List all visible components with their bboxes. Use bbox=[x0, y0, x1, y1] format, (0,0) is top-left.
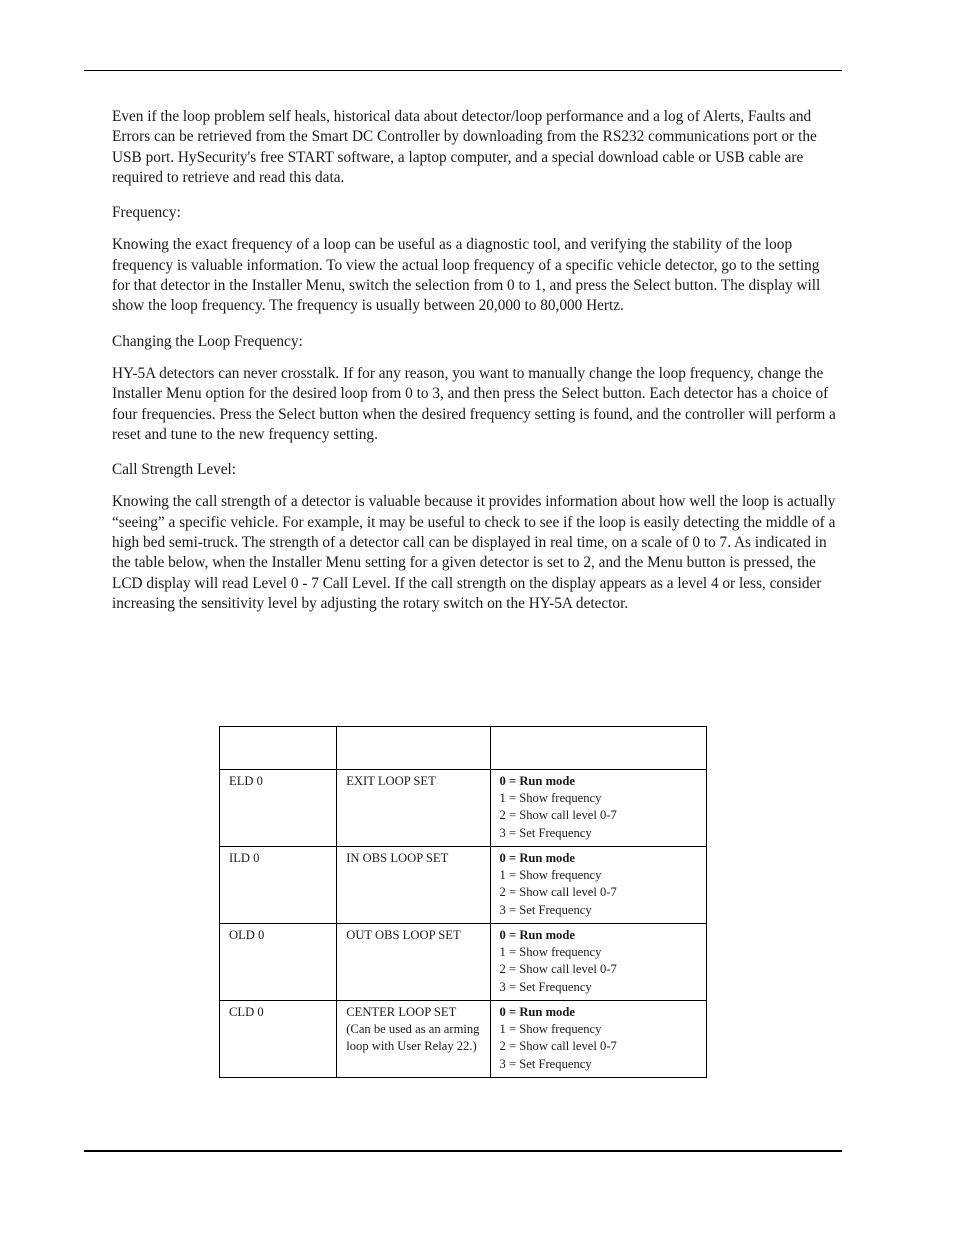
header-cell bbox=[490, 727, 706, 770]
detector-code: CLD 0 bbox=[220, 1001, 337, 1078]
changing-frequency-heading: Changing the Loop Frequency: bbox=[112, 332, 303, 350]
option-item: 3 = Set Frequency bbox=[499, 902, 592, 917]
intro-paragraph: Even if the loop problem self heals, historical data about detector/loop performance and a log of Alerts, Faults and Errors can be retrieved from the Smart DC Controller by downloading from the RS232 communications port or the USB port. HySecurity's free START software, a laptop computer, and a special download cable or USB cable are required to retrieve and read this data. bbox=[112, 108, 817, 186]
changing-frequency-paragraph: HY-5A detectors can never crosstalk. If for any reason, you want to manually change the loop frequency, change the Installer Menu option for the desired loop from 0 to 3, and then press the Select button. Each detector has a choice of four frequencies. Press the Select button when the desired frequency setting is found, and the controller will perform a reset and tune to the new frequency setting. bbox=[112, 364, 836, 443]
option-item: 1 = Show frequency bbox=[499, 791, 602, 806]
option-item: 3 = Set Frequency bbox=[499, 979, 592, 994]
detector-code: OLD 0 bbox=[220, 924, 337, 1001]
option-item: 1 = Show frequency bbox=[499, 1022, 602, 1037]
detector-code: ELD 0 bbox=[220, 770, 337, 847]
footer-rule bbox=[84, 1150, 842, 1152]
detector-options bbox=[490, 924, 706, 1001]
header-rule bbox=[84, 70, 842, 71]
option-item: 1 = Show frequency bbox=[499, 945, 602, 960]
option-item: 0 = Run mode bbox=[499, 928, 575, 942]
call-strength-heading: Call Strength Level: bbox=[112, 461, 237, 479]
detector-name-cell bbox=[337, 1001, 490, 1078]
detector-note: (Can be used as an arming loop with User Relay 22.) bbox=[346, 1022, 480, 1054]
detector-options bbox=[490, 770, 706, 847]
call-strength-paragraph: Knowing the call strength of a detector is valuable because it provides information about how well the loop is actually “seeing” a specific vehicle. For example, it may be useful to check to see if the loop is easily detecting the middle of a high bed semi-truck. The strength of a detector call can be displayed in real time, on a scale of 0 to 7. As indicated in the table below, when the Installer Menu setting for a given detector is set to 2, and the Menu button is pressed, the LCD display will read Level 0 - 7 Call Level. If the call strength on the display appears as a level 4 or less, consider increasing the sensitivity level by adjusting the rotary switch on the HY-5A detector. bbox=[112, 493, 836, 612]
detector-code: ILD 0 bbox=[220, 847, 337, 924]
detector-options bbox=[490, 847, 706, 924]
table-row bbox=[220, 924, 707, 1001]
frequency-heading: Frequency: bbox=[112, 204, 181, 222]
option-item: 2 = Show call level 0-7 bbox=[499, 808, 617, 823]
detector-name: OUT OBS LOOP SET bbox=[337, 924, 490, 1001]
option-item: 2 = Show call level 0-7 bbox=[499, 962, 617, 977]
option-item: 3 = Set Frequency bbox=[499, 825, 592, 840]
option-item: 0 = Run mode bbox=[499, 851, 575, 865]
detector-name: IN OBS LOOP SET bbox=[337, 847, 490, 924]
table-row bbox=[220, 770, 707, 847]
frequency-paragraph: Knowing the exact frequency of a loop can be useful as a diagnostic tool, and verifying the stability of the loop frequency is valuable information. To view the actual loop frequency of a specific vehicle detector, go to the setting for that detector in the Installer Menu, switch the selection from 0 to 1, and press the Select button. The display will show the loop frequency. The frequency is usually between 20,000 to 80,000 Hertz. bbox=[112, 236, 821, 315]
detector-options bbox=[490, 1001, 706, 1078]
table-header-row bbox=[220, 727, 707, 770]
detector-name: CENTER LOOP SET bbox=[346, 1005, 457, 1019]
detector-name: EXIT LOOP SET bbox=[337, 770, 490, 847]
table-row bbox=[220, 1001, 707, 1078]
table-row bbox=[220, 847, 707, 924]
header-cell bbox=[220, 727, 337, 770]
option-item: 2 = Show call level 0-7 bbox=[499, 1039, 617, 1054]
header-cell bbox=[337, 727, 490, 770]
option-item: 1 = Show frequency bbox=[499, 868, 602, 883]
option-item: 0 = Run mode bbox=[499, 1005, 575, 1019]
loop-settings-table bbox=[219, 726, 707, 1078]
option-item: 2 = Show call level 0-7 bbox=[499, 885, 617, 900]
option-item: 0 = Run mode bbox=[499, 774, 575, 788]
option-item: 3 = Set Frequency bbox=[499, 1056, 592, 1071]
document-body bbox=[112, 107, 840, 625]
